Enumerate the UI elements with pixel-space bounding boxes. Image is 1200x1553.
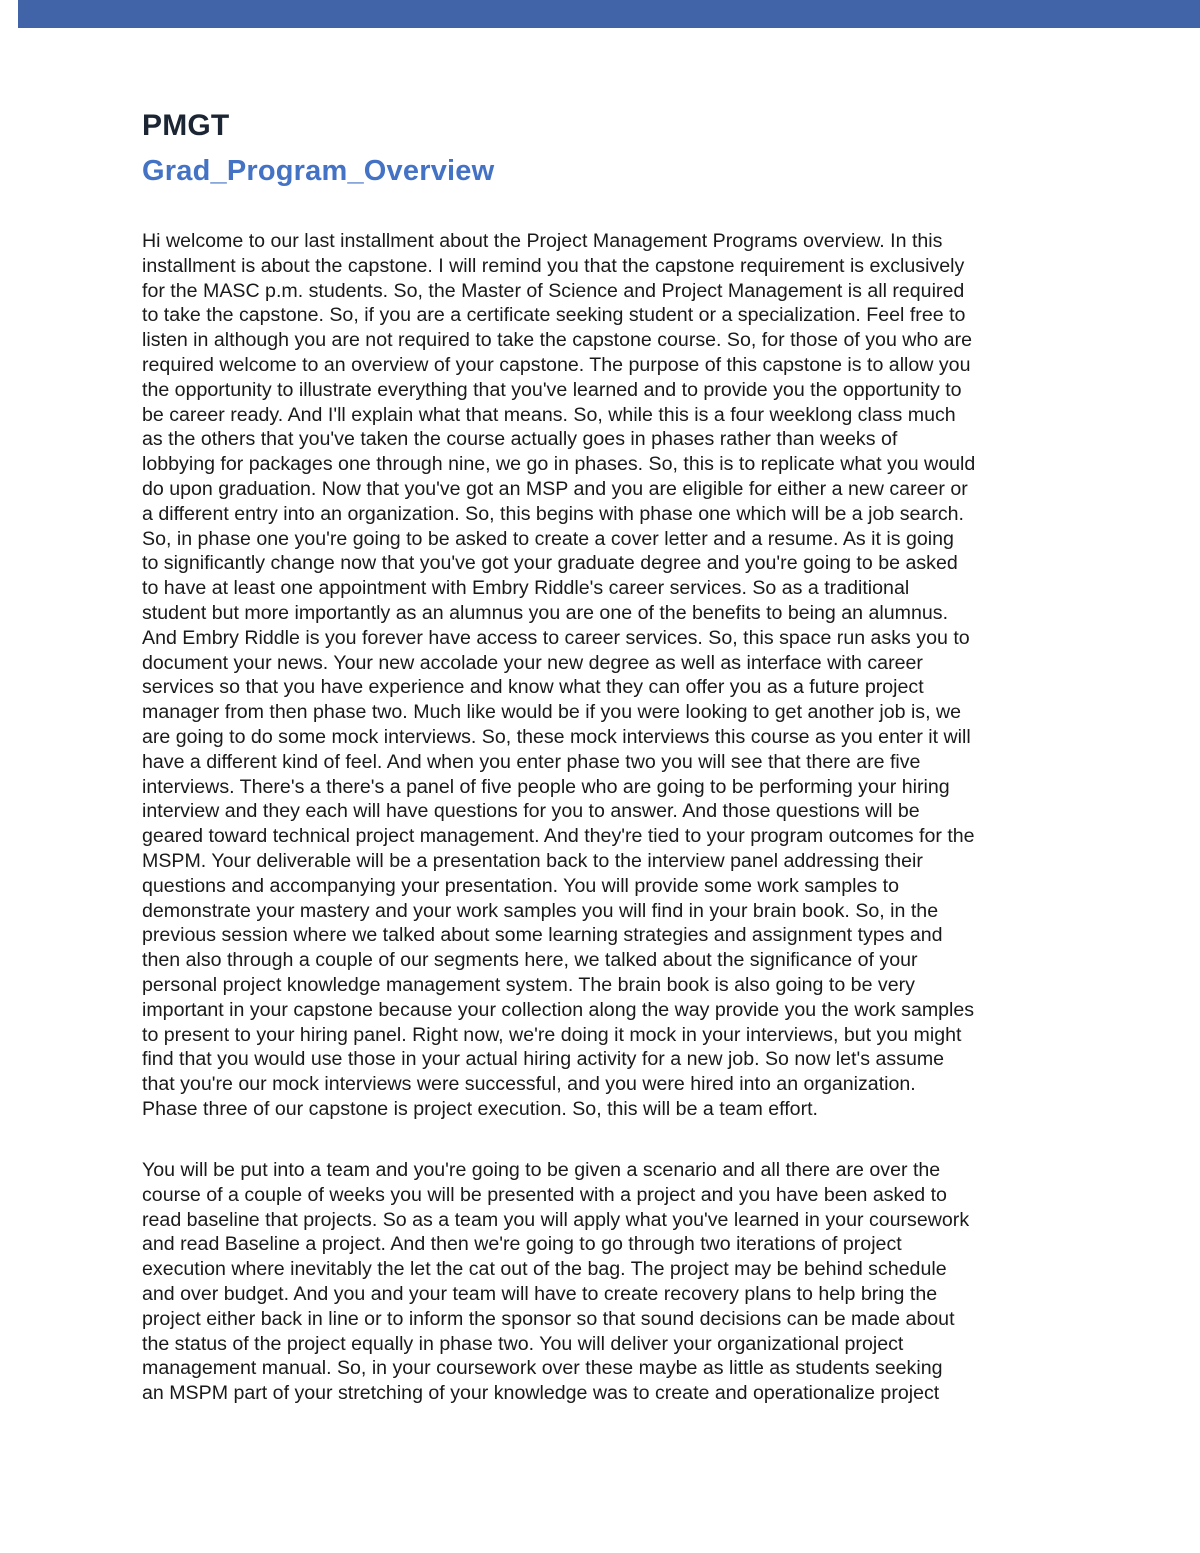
document-subtitle: Grad_Program_Overview: [142, 155, 495, 187]
body-paragraph-1: Hi welcome to our last installment about the Project Management Programs overview. In this installment is about the capstone. I will remind you that the capstone requirement is exclusively for the MASC p.m. students. So, the Master of Science and Project Management is all required to take the capstone. So, if you are a certificate seeking student or a specialization. Feel free to listen in although you are not required to take the capstone course. So, for those of you who are required welcome to an overview of your capstone. The purpose of this capstone is to allow you the opportunity to illustrate everything that you've learned and to provide you the opportunity to be career ready. And I'll explain what that means. So, while this is a four weeklong class much as the others that you've taken the course actually goes in phases rather than weeks of lobbying for packages one through nine, we go in phases. So, this is to replicate what you would do upon graduation. Now that you've got an MSP and you are eligible for either a new career or a different entry into an organization. So, this begins with phase one which will be a job search. So, in phase one you're going to be asked to create a cover letter and a resume. As it is going to significantly change now that you've got your graduate degree and you're going to be asked to have at least one appointment with Embry Riddle's career services. So as a traditional student but more importantly as an alumnus you are one of the benefits to being an alumnus. And Embry Riddle is you forever have access to career services. So, this space run asks you to document your news. Your new accolade your new degree as well as interface with career services so that you have experience and know what they can offer you as a future project manager from then phase two. Much like would be if you were looking to get another job is, we are going to do some mock interviews. So, these mock interviews this course as you enter it will have a different kind of feel. And when you enter phase two you will see that there are five interviews. There's a there's a panel of five people who are going to be performing your hiring interview and they each will have questions for you to answer. And those questions will be geared toward technical project management. And they're tied to your program outcomes for the MSPM. Your deliverable will be a presentation back to the interview panel addressing their questions and accompanying your presentation. You will provide some work samples to demonstrate your mastery and your work samples you will find in your brain book. So, in the previous session where we talked about some learning strategies and assignment types and then also through a couple of our segments here, we talked about the significance of your personal project knowledge management system. The brain book is also going to be very important in your capstone because your collection along the way provide you the work samples to present to your hiring panel. Right now, we're doing it mock in your interviews, but you might find that you would use those in your actual hiring activity for a new job. So now let's assume that you're our mock interviews were successful, and you were hired into an organization. Phase three of our capstone is project execution. So, this will be a team effort.: [142, 230, 976, 1120]
body-paragraph-2: You will be put into a team and you're going to be given a scenario and all there are over the course of a couple of weeks you will be presented with a project and you have been asked to read baseline that projects. So as a team you will apply what you've learned in your coursework and read Baseline a project. And then we're going to go through two iterations of project execution where inevitably the let the cat out of the bag. The project may be behind schedule and over budget. And you and your team will have to create recovery plans to help bring the project either back in line or to inform the sponsor so that sound decisions can be made about the status of the project equally in phase two. You will deliver your organizational project management manual. So, in your coursework over these maybe as little as students seeking an MSPM part of your stretching of your knowledge was to create and operationalize project: [142, 1159, 970, 1405]
document-title: PMGT: [142, 109, 230, 142]
header-accent-bar: [18, 0, 1200, 28]
